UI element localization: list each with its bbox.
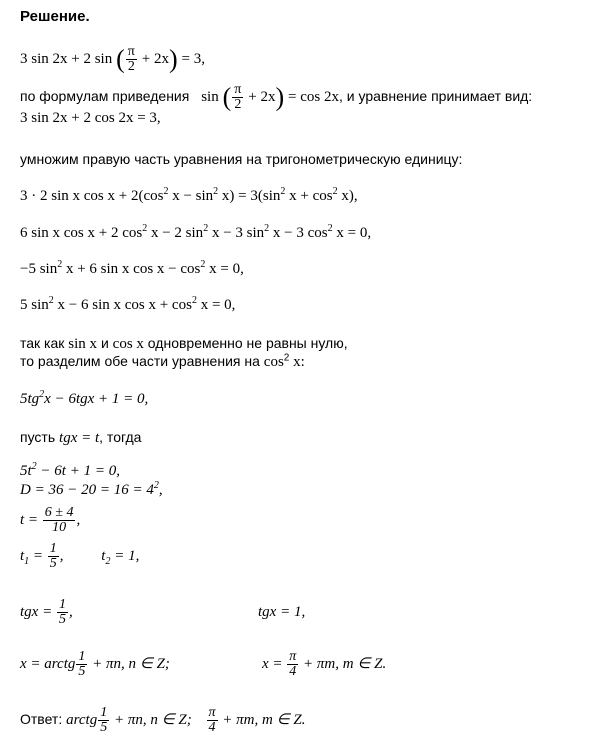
t1-root: $t_1$ = $\frac{1}{5}$ ,: [20, 541, 64, 571]
reduction-formula-line: по формулам приведения sin ( $\frac{\pi}{2}$ + 2x) = cos 2x, и уравнение принимает вид:: [20, 82, 533, 112]
equation-tangent: $5tg^2x - 6tgx + 1 = 0$,: [20, 389, 149, 407]
roots-line: [20, 542, 139, 571]
tangent-values-line: [20, 598, 73, 627]
x-solution-second: x = $\frac{\pi}{4}$ + πm, m ∈ Z.: [262, 649, 387, 679]
substitution-line: пусть tgx = t, тогда: [20, 429, 142, 446]
equation-form: 3 sin 2x + 2 cos 2x = 3,: [20, 110, 161, 126]
divide-text: то разделим обе части уравнения на $\cos^2 x$:: [20, 352, 305, 370]
t2-root: $t_2 = 1$,: [101, 547, 140, 567]
equation-initial: 3 sin 2x + 2 sin ( $\frac{\pi}{2}$ + 2x) = 3,: [20, 44, 206, 74]
since-text: так как sin x и cos x одновременно не равны нулю,: [20, 335, 348, 352]
equation-negative: −5 $\sin^2 x + 6$ sin x $\cos x - \cos^2 x = 0$,: [20, 259, 244, 277]
equation-collect: 6 sin x cos x + 2 $\cos^2 x - 2$ $\sin^2 x - 3$ $\sin^2 x - 3$ $\cos^2 x = 0$,: [20, 223, 372, 241]
answer-line: [20, 706, 306, 735]
answer-second: $\frac{\pi}{4}$ + πm, m ∈ Z.: [208, 705, 306, 735]
x-solution-first: x = arctg $\frac{1}{5}$ + πn, n ∈ Z;: [20, 649, 170, 679]
tg-first: tgx = $\frac{1}{5}$ ,: [20, 597, 73, 627]
tg-second: tgx = 1,: [258, 604, 306, 620]
equation-t-roots: t = $\frac{6 \pm 4}{10}$ ,: [20, 505, 81, 535]
equation-discriminant: $D = 36 - 20 = 16 = 4^2$,: [20, 480, 163, 498]
equation-positive: 5 $\sin^2 x - 6$ sin x $\cos x + \cos^2 x = 0$,: [20, 295, 236, 313]
multiply-text: умножим правую часть уравнения на тригонометрическую единицу:: [20, 151, 463, 167]
answer-first: arctg $\frac{1}{5}$ + πn, n ∈ Z;: [66, 705, 192, 735]
equation-quadratic: $5t^2 - 6t + 1 = 0$,: [20, 461, 120, 479]
heading: Решение.: [20, 8, 90, 25]
answer-label: Ответ:: [20, 710, 67, 727]
equation-expanded: 3 · 2 sin x $\cos x + 2(\cos^2$ $x - \sin^2 x) = 3(\sin^2$ $x + \cos^2 x$),: [20, 186, 358, 204]
